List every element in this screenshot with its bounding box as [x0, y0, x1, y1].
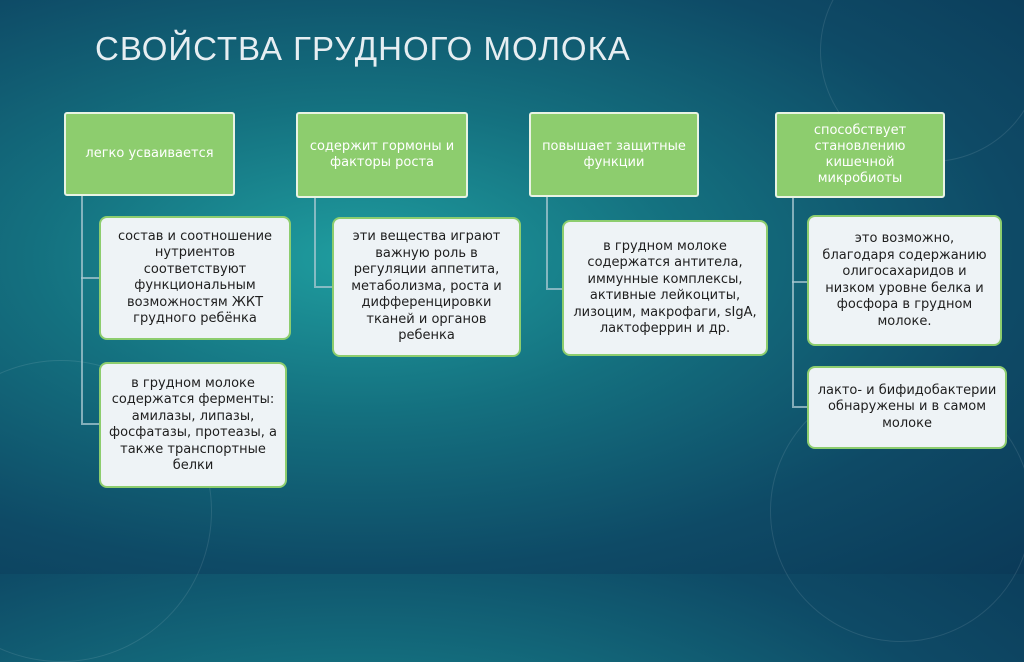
- header-label: способствует становлению кишечной микробиоты: [813, 123, 907, 186]
- card-hormones-role: [332, 217, 521, 357]
- card-oligosaccharides: [807, 215, 1002, 346]
- card-text: лакто- и бифидобактерии обнаружены и в самом молоке: [817, 382, 997, 431]
- header-easily-digestible: [64, 112, 235, 196]
- card-nutrients: [99, 216, 291, 340]
- header-protective-functions: [529, 112, 699, 197]
- header-hormones: [296, 112, 468, 198]
- card-text: в грудном молоке содержатся антитела, иммунные комплексы, активные лейкоциты, лизоцим, макрофаги, sIgA, лактоферрин и др.: [573, 238, 757, 336]
- header-label: повышает защитные функции: [542, 138, 686, 170]
- card-text: состав и соотношение нутриентов соответствуют функциональным возможностям ЖКТ грудного ребёнка: [117, 228, 273, 326]
- slide-title: СВОЙСТВА ГРУДНОГО МОЛОКА: [95, 30, 631, 67]
- header-label: легко усваивается: [85, 146, 214, 161]
- card-antibodies: [562, 220, 768, 356]
- card-enzymes: [99, 362, 287, 488]
- header-label: содержит гормоны и факторы роста: [309, 139, 455, 170]
- header-microbiota: [775, 112, 945, 198]
- card-text: в грудном молоке содержатся ферменты: амилазы, липазы, фосфатазы, протеазы, а также транспортные белки: [109, 375, 277, 473]
- card-text: эти вещества играют важную роль в регуляции аппетита, метаболизма, роста и дифференцировки тканей и органов ребенка: [351, 229, 502, 344]
- card-bacteria: [807, 366, 1007, 449]
- card-text: это возможно, благодаря содержанию олигосахаридов и низком уровне белка и фосфора в грудном молоке.: [822, 231, 987, 329]
